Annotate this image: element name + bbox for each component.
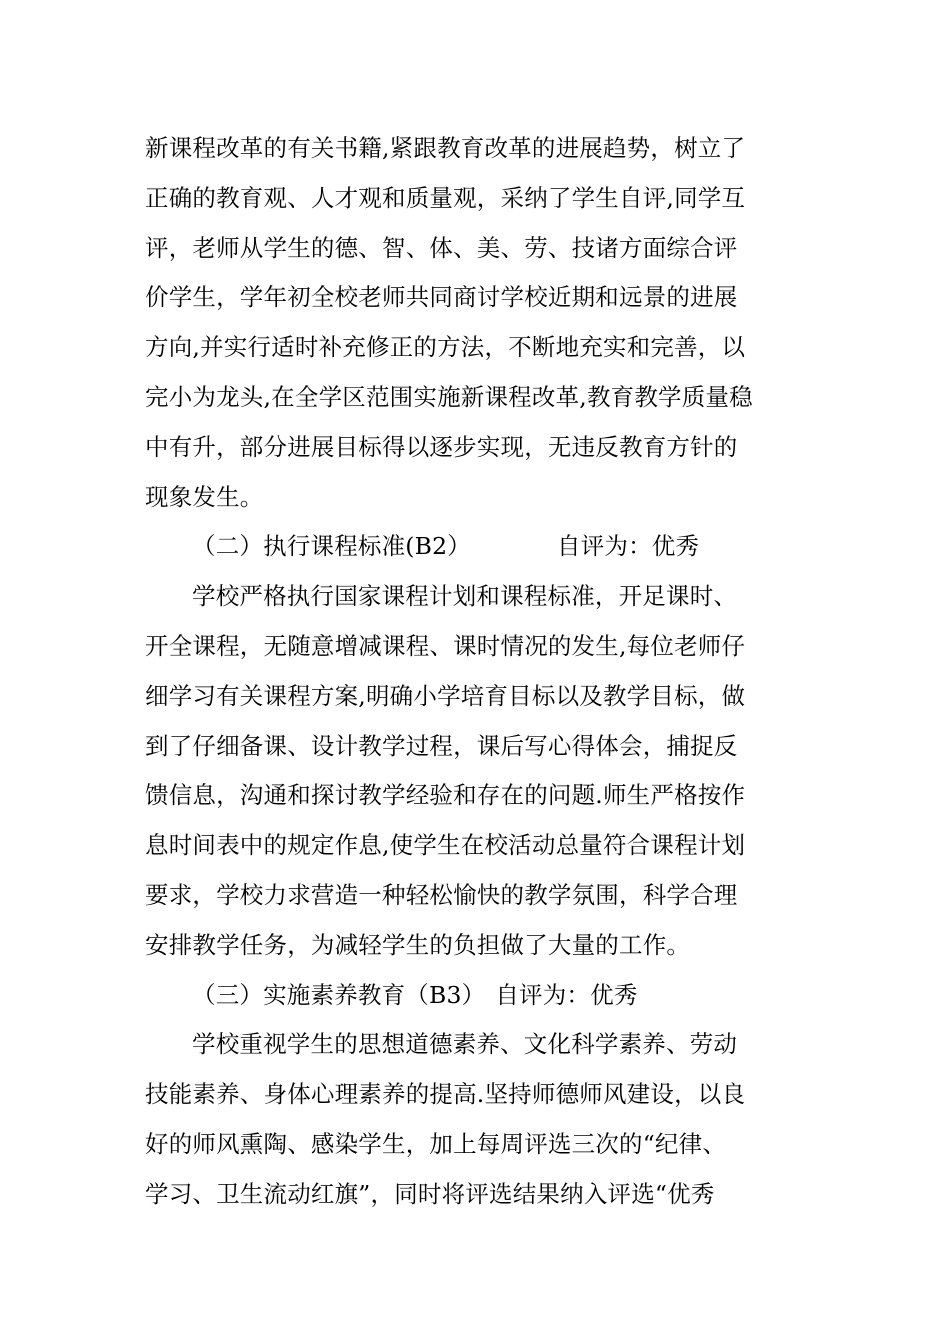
- text-line: 技能素养、身体心理素养的提高.坚持师德师风建设，以良: [145, 1080, 746, 1109]
- text-line: 学校重视学生的思想道德素养、文化科学素养、劳动: [192, 1030, 738, 1059]
- text-line: 好的师风熏陶、感染学生，加上每周评选三次的“纪律、: [145, 1129, 727, 1158]
- text-line: 评，老师从学生的德、智、体、美、劳、技诸方面综合评: [145, 233, 738, 262]
- section-title: （三）实施素养教育（B3）: [192, 980, 486, 1009]
- section-heading-b2: [145, 522, 807, 572]
- self-rating: 自评为：优秀: [495, 980, 638, 1009]
- section-heading-b3: [145, 971, 807, 1021]
- text-line: 息时间表中的规定作息,使学生在校活动总量符合课程计划: [145, 831, 746, 860]
- section-title: （二）执行课程标准(B2）: [192, 532, 471, 561]
- self-rating: 自评为：优秀: [557, 532, 700, 561]
- text-line: 安排教学任务，为减轻学生的负担做了大量的工作。: [145, 930, 691, 959]
- text-line: 要求，学校力求营造一种轻松愉快的教学氛围，科学合理: [145, 880, 738, 909]
- text-line: 馈信息，沟通和探讨教学经验和存在的问题.师生严格按作: [145, 781, 746, 810]
- document-body: [145, 124, 807, 1220]
- text-line: 价学生，学年初全校老师共同商讨学校近期和远景的进展: [145, 283, 738, 312]
- text-line: 学习、卫生流动红旗”，同时将评选结果纳入评选“优秀: [145, 1179, 715, 1208]
- text-line: 正确的教育观、人才观和质量观，采纳了学生自评,同学互: [145, 183, 746, 212]
- text-line: 现象发生。: [145, 482, 264, 511]
- paragraph-curriculum-reform: [145, 124, 807, 522]
- paragraph-curriculum-standards: [145, 572, 807, 970]
- text-line: 开全课程，无随意增减课程、课时情况的发生,每位老师仔: [145, 631, 746, 660]
- paragraph-quality-education: [145, 1020, 807, 1219]
- text-line: 新课程改革的有关书籍,紧跟教育改革的进展趋势，树立了: [145, 134, 746, 162]
- text-line: 方向,并实行适时补充修正的方法，不断地充实和完善，以: [145, 333, 746, 362]
- text-line: 学校严格执行国家课程计划和课程标准，开足课时、: [192, 582, 738, 611]
- text-line: 到了仔细备课、设计教学过程，课后写心得体会，捕捉反: [145, 731, 738, 760]
- text-line: 细学习有关课程方案,明确小学培育目标以及教学目标，做: [145, 681, 746, 710]
- text-line: 中有升，部分进展目标得以逐步实现，无违反教育方针的: [145, 432, 738, 461]
- text-line: 完小为龙头,在全学区范围实施新课程改革,教育教学质量稳: [145, 382, 753, 411]
